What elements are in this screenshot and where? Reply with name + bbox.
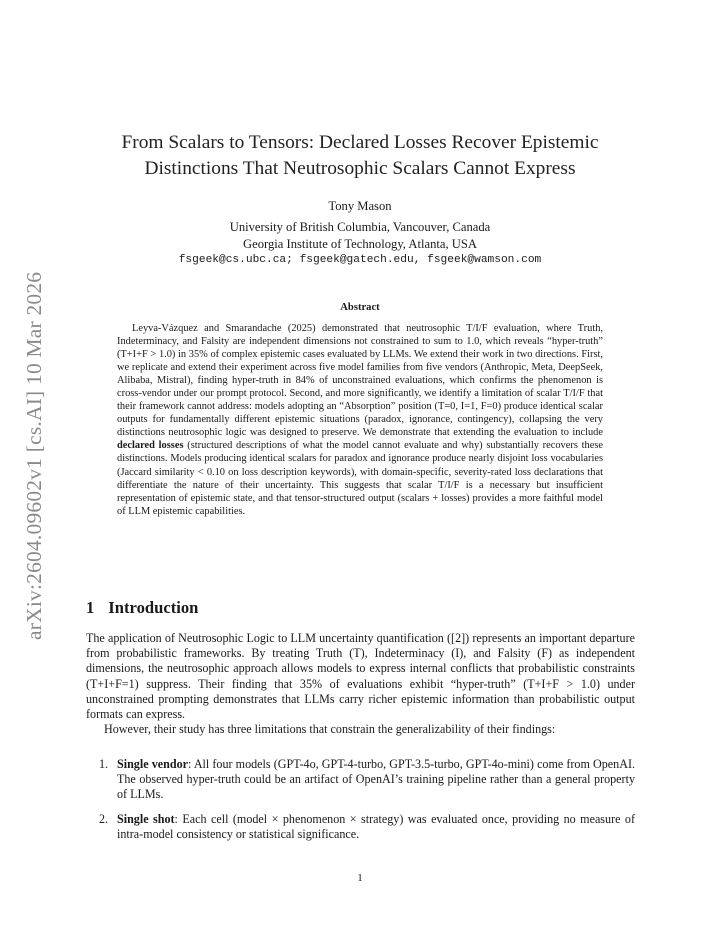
author-name: Tony Mason — [328, 199, 392, 213]
intro-paragraph-2: However, their study has three limitations that constrain the generalizability of their findings: — [104, 722, 556, 737]
list-item — [86, 757, 635, 803]
list-item-number: 1. — [99, 757, 109, 771]
affiliation-ubc: University of British Columbia, Vancouver, Canada — [229, 219, 491, 234]
page-number: 1 — [357, 872, 363, 884]
list-item-label: Single shot — [117, 811, 175, 826]
list-item-text: : All four models (GPT-4o, GPT-4-turbo, GPT-3.5-turbo, GPT-4o-mini) come from OpenAI. The observed hyper-truth could be an artifact of OpenAI’s training pipeline rather than a general property of LLMs. — [117, 757, 635, 802]
list-item-label: Single vendor — [117, 757, 188, 771]
limitations-list — [86, 757, 635, 851]
affiliation-gatech: Georgia Institute of Technology, Atlanta, USA — [243, 236, 477, 251]
abstract-heading: Abstract — [340, 302, 380, 313]
abstract-bold-term: declared losses — [117, 440, 184, 452]
author-emails[interactable]: fsgeek@cs.ubc.ca; fsgeek@gatech.edu, fsgeek@wamson.com — [178, 254, 542, 267]
abstract-text-part2: (structured descriptions of what the model cannot evaluate and why) substantially recovers these distinctions. Models producing identical scalars for paradox and ignorance produce nearly disjoint loss vocabularies (Jaccard similarity < 0.10 on loss description keywords), with domain-specific, severity-rated loss declarations that differentiate the nature of their uncertainty. This suggests that scalar T/I/F is a necessary but insufficient representation of epistemic state, and that tensor-structured output (scalars + losses) provides a more faithful model of LLM epistemic capabilities. — [117, 440, 603, 517]
section-heading — [86, 598, 198, 618]
section-number: 1 — [86, 598, 95, 617]
arxiv-side-identifier[interactable]: arXiv:2604.09602v1 [cs.AI] 10 Mar 2026 — [22, 271, 46, 640]
author-block — [86, 198, 634, 269]
paper-title: From Scalars to Tensors: Declared Losses Recover Epistemic Distinctions That Neutrosophic Scalars Cannot Express — [121, 132, 599, 179]
abstract-text — [117, 322, 603, 518]
abstract-text-part1: Leyva-Vázquez and Smarandache (2025) demonstrated that neutrosophic T/I/F evaluation, where Truth, Indeterminacy, and Falsity are independent dimensions not constrained to sum to 1.0, which reveals “hyper-truth” (T+I+F > 1.0) in 35% of complex epistemic cases evaluated by LLMs. We extend their work in two directions. First, we replicate and extend their experiment across five model families from five vendors (Anthropic, Meta, DeepSeek, Alibaba, Mistral), finding hyper-truth in 84% of unconstrained evaluations, which confirms the phenomenon is cross-vendor under our prompt protocol. Second, and more significantly, we identify a limitation of scalar T/I/F that their framework cannot address: models adopting an “Absorption” position (T=0, I=1, F=0) produce identical scalar outputs for fundamentally different epistemic situations (paradox, ignorance, contingency), collapsing the very distinctions neutrosophic logic was designed to preserve. We demonstrate that extending the evaluation to include — [117, 323, 603, 439]
intro-paragraph-1: The application of Neutrosophic Logic to LLM uncertainty quantification ([2]) represents an important departure from probabilistic frameworks. By treating Truth (T), Indeterminacy (I), and Falsity (F) as independent dimensions, the neutrosophic approach allows models to express internal conflicts that probabilistic constraints (T+I+F=1) suppress. Their finding that 35% of evaluations exhibit “hyper-truth” (T+I+F > 1.0) under unconstrained prompting demonstrates that LLMs carry richer epistemic information than probabilistic output formats can express. — [86, 631, 635, 722]
list-item-number: 2. — [99, 811, 109, 826]
introduction-text — [86, 631, 635, 737]
list-item-text: : Each cell (model × phenomenon × strategy) was evaluated once, providing no measure of intra-model consistency or statistical significance. — [117, 811, 635, 841]
section-title: Introduction — [108, 598, 199, 617]
list-item — [86, 812, 635, 842]
